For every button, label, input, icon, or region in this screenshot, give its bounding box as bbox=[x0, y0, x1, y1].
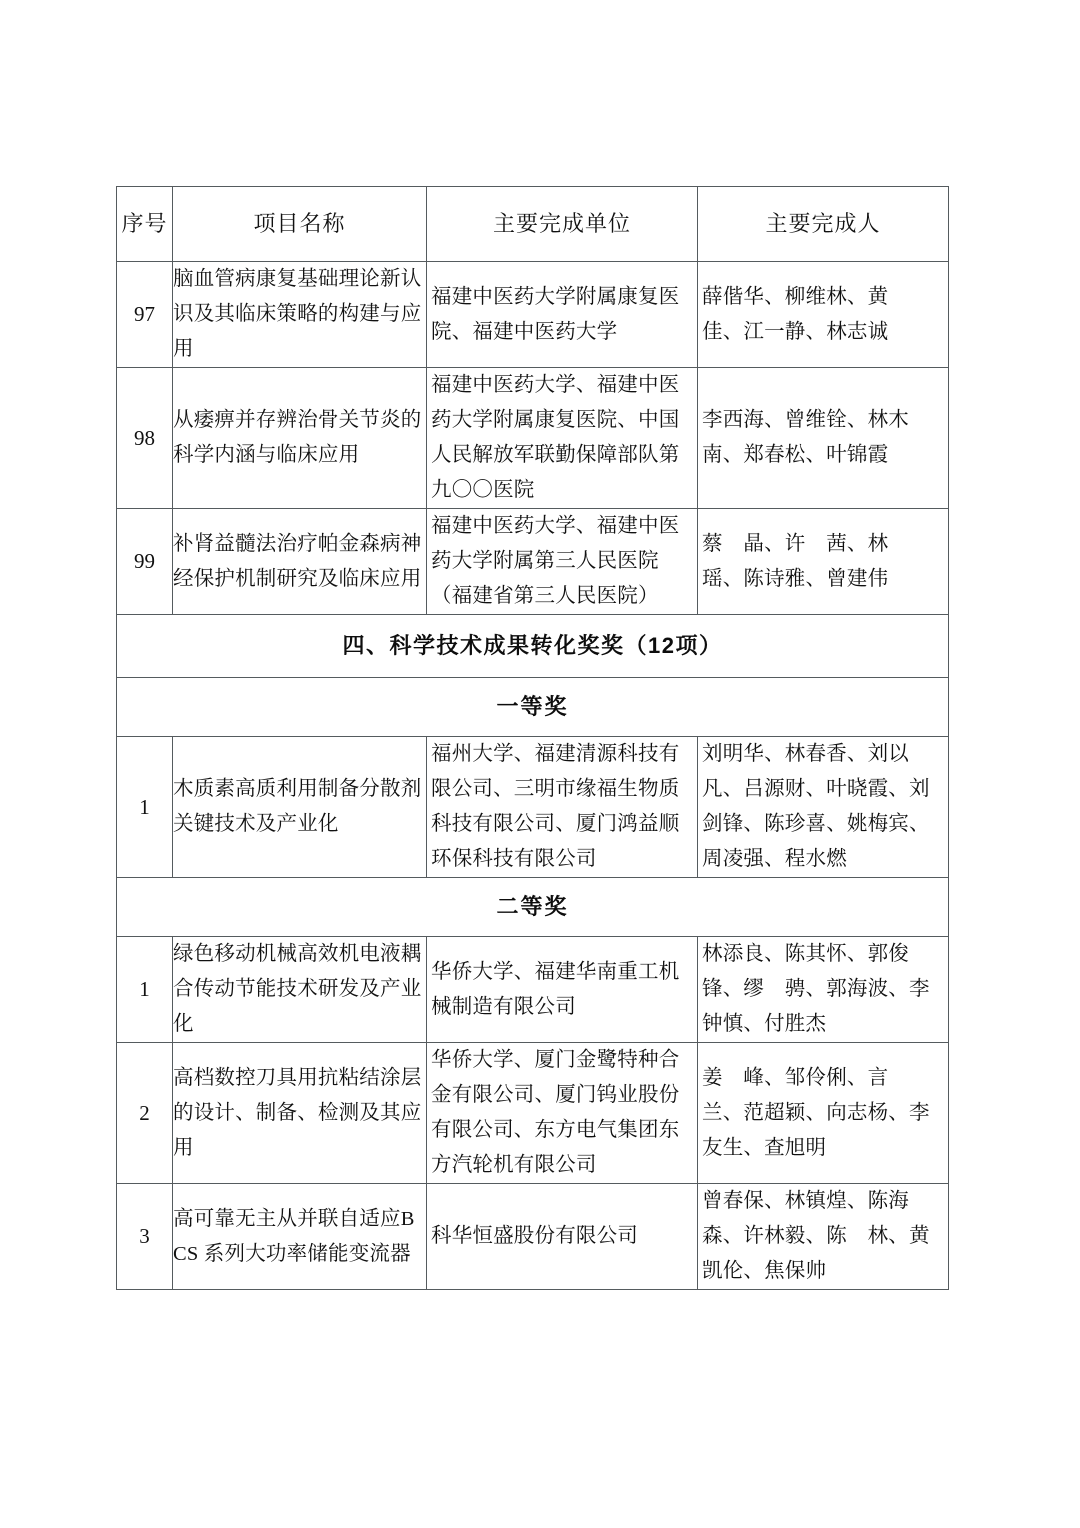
row-project-name: 补肾益髓法治疗帕金森病神经保护机制研究及临床应用 bbox=[173, 509, 427, 615]
row-project-name: 绿色移动机械高效机电液耦合传动节能技术研发及产业化 bbox=[173, 937, 427, 1043]
row-unit: 华侨大学、福建华南重工机械制造有限公司 bbox=[427, 937, 698, 1043]
table-row bbox=[117, 937, 949, 1043]
table-row bbox=[117, 509, 949, 615]
prize-heading-row-second bbox=[117, 878, 949, 937]
column-header-seq: 序号 bbox=[117, 187, 173, 262]
prize-heading-row-first bbox=[117, 678, 949, 737]
row-unit: 福建中医药大学附属康复医院、福建中医药大学 bbox=[427, 262, 698, 368]
row-sequence-number: 99 bbox=[117, 509, 173, 615]
column-header-project: 项目名称 bbox=[173, 187, 427, 262]
row-people: 薛偕华、柳维林、黄 佳、江一静、林志诚 bbox=[698, 262, 949, 368]
prize-heading-title: 一等奖 bbox=[117, 678, 949, 737]
row-people: 蔡 晶、许 茜、林 瑶、陈诗雅、曾建伟 bbox=[698, 509, 949, 615]
table-body bbox=[117, 262, 949, 1290]
table-row bbox=[117, 737, 949, 878]
award-list-table bbox=[116, 186, 949, 1290]
column-header-unit: 主要完成单位 bbox=[427, 187, 698, 262]
table-row bbox=[117, 368, 949, 509]
row-project-name: 高可靠无主从并联自适应BCS 系列大功率储能变流器 bbox=[173, 1184, 427, 1290]
row-unit: 科华恒盛股份有限公司 bbox=[427, 1184, 698, 1290]
row-project-name: 从痿痹并存辨治骨关节炎的科学内涵与临床应用 bbox=[173, 368, 427, 509]
table-row bbox=[117, 1043, 949, 1184]
section-heading-row bbox=[117, 615, 949, 678]
table-row bbox=[117, 262, 949, 368]
row-project-name: 高档数控刀具用抗粘结涂层的设计、制备、检测及其应用 bbox=[173, 1043, 427, 1184]
row-sequence-number: 97 bbox=[117, 262, 173, 368]
row-sequence-number: 1 bbox=[117, 937, 173, 1043]
row-people: 林添良、陈其怀、郭俊锋、缪 骋、郭海波、李钟慎、付胜杰 bbox=[698, 937, 949, 1043]
row-unit: 福建中医药大学、福建中医药大学附属康复医院、中国人民解放军联勤保障部队第九〇〇医院 bbox=[427, 368, 698, 509]
row-people: 刘明华、林春香、刘以凡、吕源财、叶晓霞、刘剑锋、陈珍喜、姚梅宾、周凌强、程水燃 bbox=[698, 737, 949, 878]
row-unit: 华侨大学、厦门金鹭特种合金有限公司、厦门钨业股份有限公司、东方电气集团东方汽轮机有限公司 bbox=[427, 1043, 698, 1184]
row-sequence-number: 98 bbox=[117, 368, 173, 509]
row-people: 李西海、曾维铨、林木南、郑春松、叶锦霞 bbox=[698, 368, 949, 509]
prize-heading-title: 二等奖 bbox=[117, 878, 949, 937]
table-header bbox=[117, 187, 949, 262]
row-unit: 福州大学、福建清源科技有限公司、三明市缘福生物质科技有限公司、厦门鸿益顺环保科技有限公司 bbox=[427, 737, 698, 878]
row-sequence-number: 3 bbox=[117, 1184, 173, 1290]
row-sequence-number: 2 bbox=[117, 1043, 173, 1184]
row-people: 姜 峰、邹伶俐、言 兰、范超颖、向志杨、李友生、查旭明 bbox=[698, 1043, 949, 1184]
table-header-row bbox=[117, 187, 949, 262]
row-people: 曾春保、林镇煌、陈海森、许林毅、陈 林、黄凯伦、焦保帅 bbox=[698, 1184, 949, 1290]
row-project-name: 木质素高质利用制备分散剂关键技术及产业化 bbox=[173, 737, 427, 878]
column-header-people: 主要完成人 bbox=[698, 187, 949, 262]
table-row bbox=[117, 1184, 949, 1290]
row-sequence-number: 1 bbox=[117, 737, 173, 878]
row-unit: 福建中医药大学、福建中医药大学附属第三人民医院（福建省第三人民医院） bbox=[427, 509, 698, 615]
section-heading-title: 四、科学技术成果转化奖奖（12项） bbox=[117, 615, 949, 678]
row-project-name: 脑血管病康复基础理论新认识及其临床策略的构建与应用 bbox=[173, 262, 427, 368]
